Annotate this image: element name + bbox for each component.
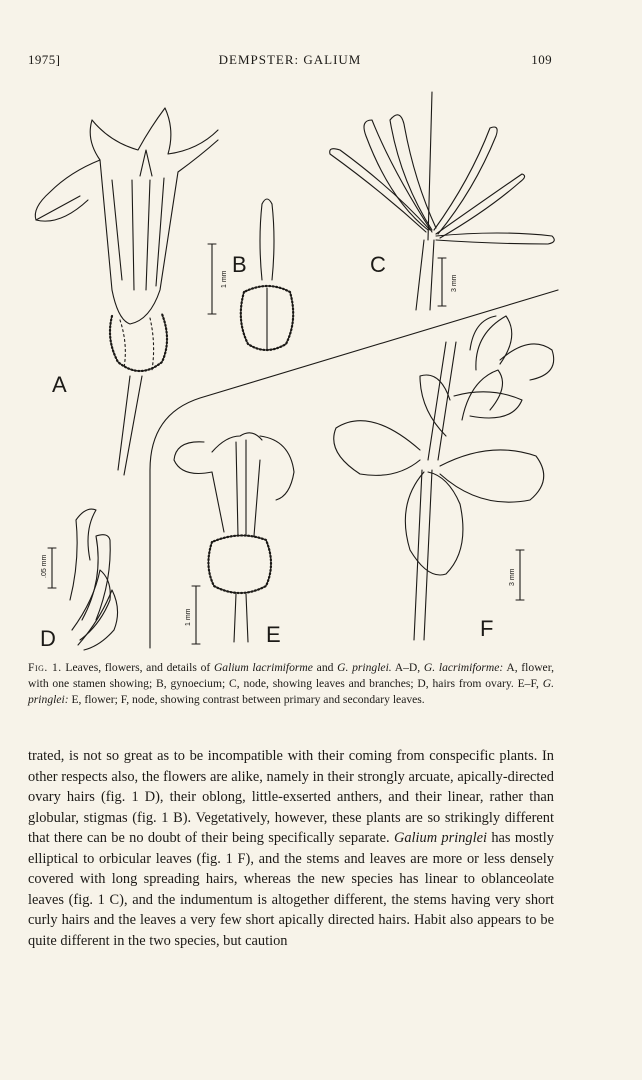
panel-label-a: A (52, 372, 67, 397)
scale-label-e: 1 mm (185, 608, 192, 626)
figure-1-illustration (0, 80, 642, 655)
panel-label-d: D (40, 626, 56, 651)
caption-species-1: Galium lacrimiforme (213, 661, 313, 674)
drawing-c-node (330, 92, 555, 310)
scale-label-f: 3 mm (509, 568, 516, 586)
body-paragraph (28, 746, 554, 951)
panel-label-c: C (370, 252, 386, 277)
running-head (28, 52, 552, 70)
scale-label-c: 3 mm (451, 274, 458, 292)
caption-text-4: A, flower, with one stamen showing; B, gynoecium; C, node, showing leaves and branches; D, hairs from ovary. E–F, (28, 661, 555, 690)
caption-species-3: G. lacrimiforme: (423, 661, 504, 674)
caption-species-2: G. pringlei. (337, 661, 392, 674)
body-text (28, 746, 554, 951)
body-species: Galium pringlei (393, 830, 487, 846)
panel-label-f: F (480, 616, 494, 641)
drawing-f-node (334, 316, 554, 640)
header-year: 1975] (28, 52, 61, 67)
drawing-e-flower (174, 433, 294, 644)
scale-label-b: 1 mm (221, 270, 228, 288)
drawing-a-flower (35, 108, 218, 475)
caption-text-5: E, flower; F, node, showing contrast between primary and secondary leaves. (68, 693, 425, 706)
header-title: DEMPSTER: GALIUM (218, 52, 362, 67)
caption-species-4: G. pringlei: (28, 677, 554, 706)
page-number: 109 (531, 52, 552, 67)
scale-label-d: .05 mm (41, 554, 48, 578)
caption-text-2: and (312, 661, 338, 674)
panel-divider-line (150, 290, 558, 648)
drawing-d-hairs (48, 509, 118, 650)
figure-caption (28, 660, 554, 708)
caption-text-3: A–D, (391, 661, 424, 674)
body-part-1: trated, is not so great as to be incompatible with their coming from conspecific plants. In other respects also, the flowers are alike, namely in their strongly arcuate, apically-directed ovary hairs (fig. 1 D), their oblong, little-exserted anthers, and their linear, rather than globular, stigmas (fig. 1 B). Vegetatively, however, these plants are so strikingly different that there can be no doubt of their being specifically separate. (28, 748, 554, 846)
caption-fig-label: Fig. 1. (28, 661, 62, 674)
caption-text-1: Leaves, flowers, and details of (61, 661, 214, 674)
body-part-2: has mostly elliptical to orbicular leaves (fig. 1 F), and the stems and leaves are more or less densely covered with long spreading hairs, whereas the new species has linear to oblanceolate leaves (fig. 1 C), and the indumentum is altogether different, the stems having very short curly hairs and the leaves a very few short apically directed hairs. Habit also appears to be quite different in the two species, but caution (28, 830, 554, 949)
panel-label-b: B (232, 252, 247, 277)
panel-label-e: E (266, 622, 281, 647)
